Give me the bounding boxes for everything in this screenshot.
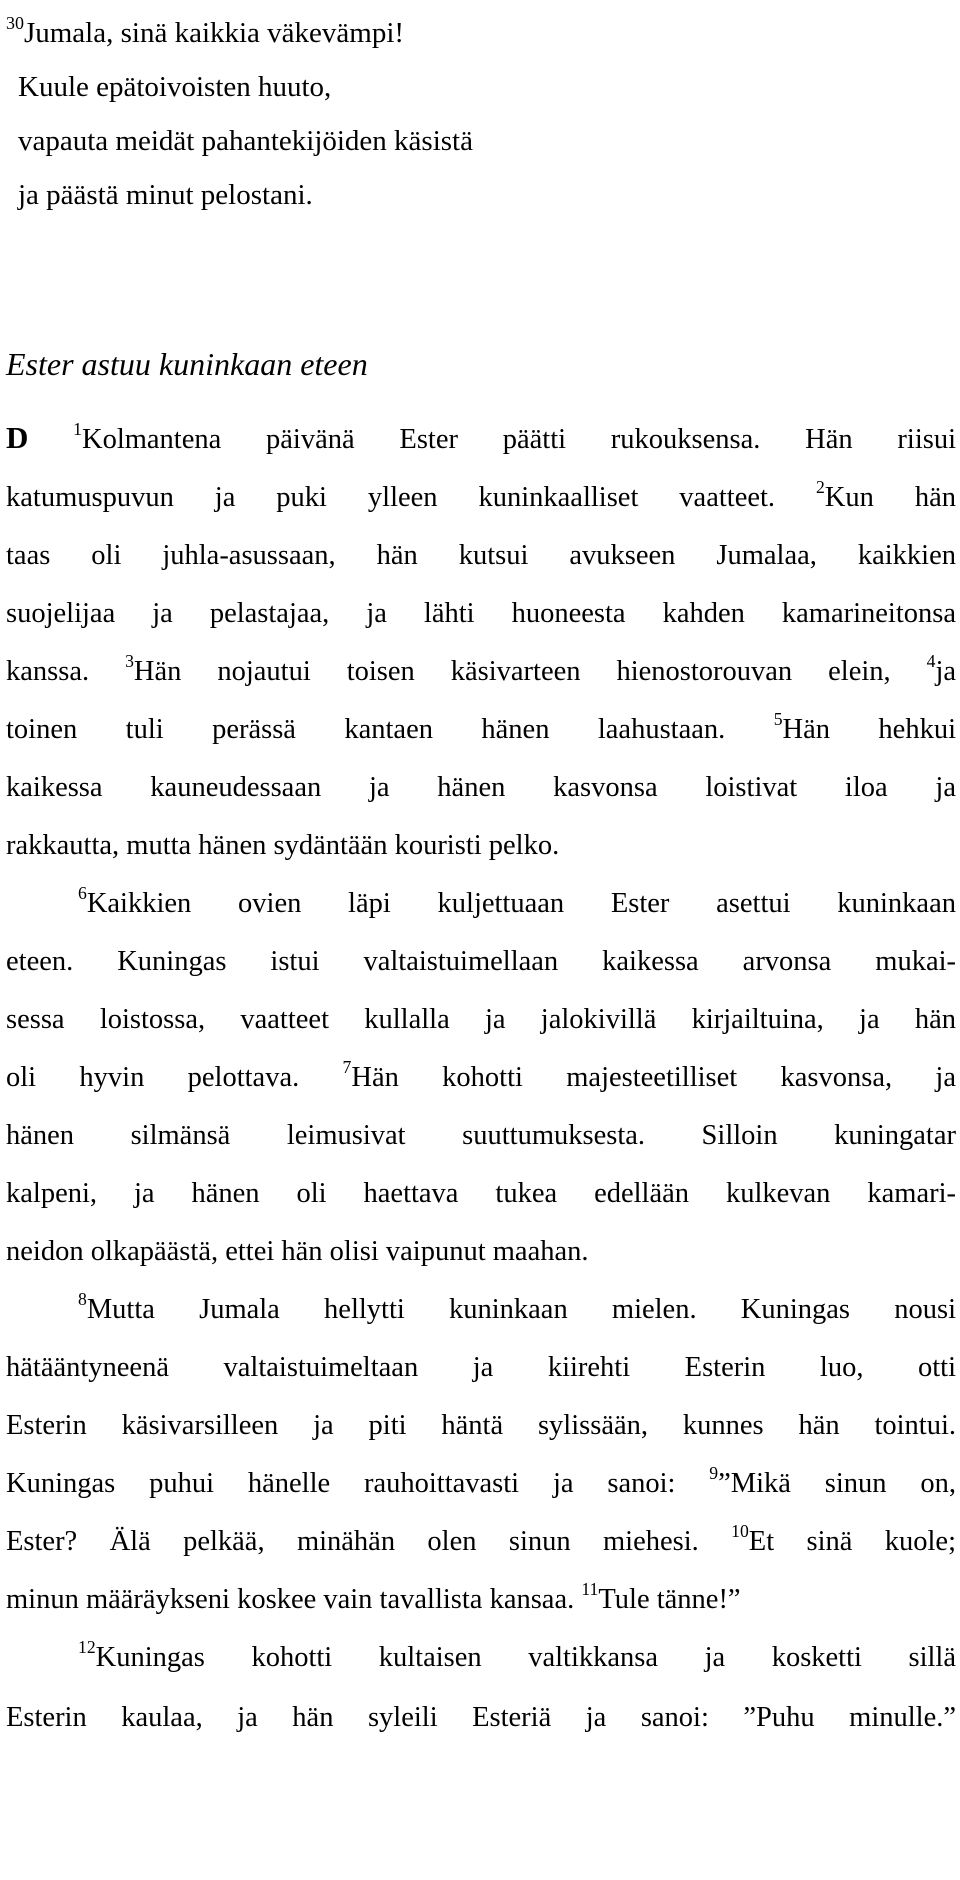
- paragraph-line: kanssa. $^3$Hän nojautui toisen käsivarteen hienostorouvan elein, $^4$ja: [6, 651, 957, 687]
- paragraph-line: D $^1$Kolmantena päivänä Ester päätti rukouksensa. Hän riisui: [6, 419, 956, 455]
- paragraph-line: $^6$Kaikkien ovien läpi kuljettuaan Ester asettui kuninkaan: [78, 883, 956, 919]
- paragraph-line: Esterin käsivarsilleen ja piti häntä sylissään, kunnes hän tointui.: [6, 1410, 956, 1441]
- verse-number: 1: [73, 419, 82, 440]
- verse-number: 30: [6, 13, 24, 34]
- paragraph-line: oli hyvin pelottava. $^7$Hän kohotti majesteetilliset kasvonsa, ja: [6, 1057, 956, 1093]
- paragraph-line: eteen. Kuningas istui valtaistuimellaan kaikessa arvonsa mukai-: [6, 946, 956, 977]
- paragraph-line: taas oli juhla-asussaan, hän kutsui avukseen Jumalaa, kaikkien: [6, 540, 956, 571]
- paragraph-line: sessa loistossa, vaatteet kullalla ja jalokivillä kirjailtuina, ja hän: [6, 1004, 956, 1035]
- poem-line: $^{30}$Jumala, sinä kaikkia väkevämpi!: [6, 13, 405, 49]
- paragraph-line: Kuningas puhui hänelle rauhoittavasti ja sanoi: $^9$”Mikä sinun on,: [6, 1463, 956, 1499]
- poem-line: ja päästä minut pelostani.: [18, 179, 313, 211]
- paragraph-line: Ester? Älä pelkää, minähän olen sinun miehesi. $^{10}$Et sinä kuole;: [6, 1521, 956, 1557]
- paragraph-line: suojelijaa ja pelastajaa, ja lähti huoneesta kahden kamarineitonsa: [6, 598, 956, 629]
- verse-number: 3: [125, 651, 134, 672]
- paragraph-line: Esterin kaulaa, ja hän syleili Esteriä ja sanoi: ”Puhu minulle.”: [6, 1702, 956, 1733]
- verse-number: 5: [773, 709, 783, 730]
- paragraph-line: rakkautta, mutta hänen sydäntään kouristi pelko.: [6, 830, 560, 861]
- paragraph-line: minun määräykseni koskee vain tavallista kansaa. $^{11}$Tule tänne!”: [6, 1579, 741, 1615]
- paragraph-line: kaikessa kauneudessaan ja hänen kasvonsa loistivat iloa ja: [6, 772, 956, 803]
- verse-number: 10: [731, 1521, 749, 1542]
- verse-number: 4: [926, 651, 936, 672]
- paragraph-line: $^8$Mutta Jumala hellytti kuninkaan mielen. Kuningas nousi: [78, 1289, 956, 1325]
- paragraph-line: toinen tuli perässä kantaen hänen laahustaan. $^5$Hän hehkui: [6, 709, 956, 745]
- poem-line: vapauta meidät pahantekijöiden käsistä: [18, 125, 473, 157]
- prayer-poem: [6, 6, 473, 222]
- verse-number: 9: [709, 1463, 719, 1484]
- verse-number: 8: [78, 1289, 87, 1310]
- section-heading: Ester astuu kuninkaan eteen: [6, 346, 368, 382]
- paragraph-line: hätääntyneenä valtaistuimeltaan ja kiirehti Esterin luo, otti: [6, 1352, 956, 1383]
- paragraph-line: neidon olkapäästä, ettei hän olisi vaipunut maahan.: [6, 1236, 589, 1267]
- verse-number: 2: [816, 477, 825, 498]
- poem-line: Kuule epätoivoisten huuto,: [18, 71, 332, 103]
- verse-number: 11: [581, 1579, 599, 1600]
- paragraph-line: $^{12}$Kuningas kohotti kultaisen valtikkansa ja kosketti sillä: [78, 1637, 956, 1673]
- verse-number: 7: [342, 1057, 352, 1078]
- section-marker: D: [6, 420, 29, 455]
- verse-number: 12: [78, 1637, 96, 1658]
- paragraph-line: katumuspuvun ja puki ylleen kuninkaalliset vaatteet. $^2$Kun hän: [6, 477, 957, 513]
- paragraph-line: hänen silmänsä leimusivat suuttumuksesta. Silloin kuningatar: [6, 1120, 956, 1151]
- paragraph-line: kalpeni, ja hänen oli haettava tukea edellään kulkevan kamari-: [6, 1178, 956, 1209]
- verse-number: 6: [78, 883, 87, 904]
